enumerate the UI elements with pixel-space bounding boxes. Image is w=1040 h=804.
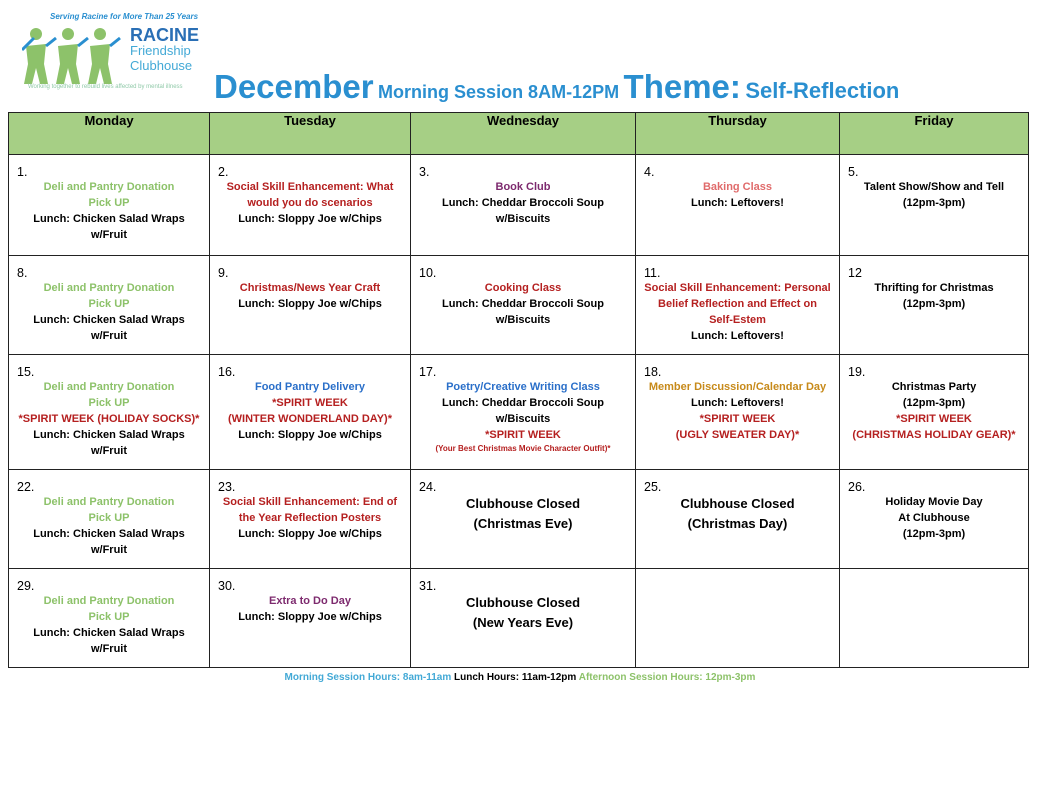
event-line: Self-Estem: [709, 314, 766, 326]
event-line: Thrifting for Christmas: [874, 282, 994, 294]
day-cell: [210, 256, 411, 355]
event-line: *SPIRIT WEEK (HOLIDAY SOCKS)*: [18, 413, 200, 425]
day-number: 4.: [644, 165, 655, 179]
day-number: [840, 569, 1028, 593]
day-number: 22.: [17, 480, 35, 494]
day-cell: [411, 470, 636, 569]
day-number: 8.: [17, 266, 28, 280]
week-row: [9, 470, 1029, 569]
day-cell: [840, 569, 1029, 668]
day-number: 11.: [644, 266, 661, 280]
event-line: Lunch: Leftovers!: [691, 330, 784, 342]
day-events: [210, 593, 410, 625]
event-line: (Christmas Day): [687, 516, 788, 531]
event-line: Cooking Class: [484, 282, 562, 294]
event-line: *SPIRIT WEEK: [272, 397, 348, 409]
weekday-header-row: [9, 113, 1029, 155]
logo-name-clubhouse: Clubhouse: [130, 58, 193, 73]
event-line: Clubhouse Closed: [680, 496, 795, 511]
day-cell: [636, 155, 840, 256]
logo-name-racine: RACINE: [130, 25, 200, 45]
title-theme-label: Theme:: [623, 68, 741, 105]
event-line: (New Years Eve): [472, 615, 574, 630]
event-line: w/Fruit: [90, 544, 128, 556]
weekday-header-thursday: Thursday: [636, 113, 840, 155]
day-events: [9, 593, 209, 657]
day-number: 19.: [848, 365, 866, 379]
day-events: [9, 280, 209, 344]
event-line: *SPIRIT WEEK: [699, 413, 776, 425]
day-cell: [840, 355, 1029, 470]
day-cell: [210, 355, 411, 470]
day-number: 10.: [419, 266, 437, 280]
calendar-title: [214, 68, 899, 106]
weekday-header-wednesday: Wednesday: [411, 113, 636, 155]
title-month: December: [214, 68, 374, 105]
day-cell: [411, 355, 636, 470]
day-number: 23.: [218, 480, 236, 494]
day-number: 25.: [644, 480, 662, 494]
event-line: Clubhouse Closed: [465, 496, 581, 511]
day-number: 18.: [644, 365, 662, 379]
event-line: Christmas Party: [891, 381, 977, 393]
event-line: Clubhouse Closed: [465, 595, 581, 610]
day-events: [411, 179, 635, 227]
day-events: [636, 494, 839, 534]
day-number: [636, 569, 839, 593]
event-line: (WINTER WONDERLAND DAY)*: [228, 413, 392, 425]
event-line: (Your Best Christmas Movie Character Outfit)*: [435, 444, 611, 453]
event-line: Deli and Pantry Donation: [43, 496, 175, 508]
event-line: (12pm-3pm): [902, 197, 966, 209]
event-line: Lunch: Leftovers!: [691, 197, 784, 209]
event-line: w/Fruit: [90, 445, 128, 457]
day-cell: [9, 155, 210, 256]
day-events: [210, 280, 410, 312]
event-line: Food Pantry Delivery: [254, 381, 366, 393]
weekday-header-monday: Monday: [9, 113, 210, 155]
day-number: 12: [848, 266, 862, 280]
event-line: Lunch: Chicken Salad Wraps: [33, 429, 185, 441]
event-line: w/Biscuits: [495, 213, 551, 225]
event-line: Baking Class: [702, 181, 773, 193]
event-line: At Clubhouse: [898, 512, 970, 524]
event-line: Lunch: Sloppy Joe w/Chips: [238, 611, 382, 623]
day-events: [9, 379, 209, 459]
day-events: [9, 179, 209, 243]
day-events: [636, 179, 839, 211]
logo-wordmark: [130, 25, 200, 73]
event-line: Social Skill Enhancement: What: [226, 181, 394, 193]
week-row: [9, 569, 1029, 668]
event-line: Lunch: Cheddar Broccoli Soup: [442, 197, 604, 209]
day-number: 15.: [17, 365, 35, 379]
day-events: [411, 379, 635, 454]
clubhouse-logo: [20, 12, 218, 94]
event-line: Social Skill Enhancement: Personal: [644, 282, 831, 294]
day-number: 17.: [419, 365, 437, 379]
session-hours-footer: [0, 672, 1040, 683]
day-cell: [636, 355, 840, 470]
event-line: Lunch: Chicken Salad Wraps: [33, 213, 185, 225]
day-number: 16.: [218, 365, 236, 379]
calendar-grid: [8, 112, 1029, 668]
day-number: 29.: [17, 579, 35, 593]
event-line: w/Fruit: [90, 643, 128, 655]
event-line: Lunch: Chicken Salad Wraps: [33, 528, 185, 540]
week-row: [9, 256, 1029, 355]
day-cell: [9, 569, 210, 668]
event-line: (UGLY SWEATER DAY)*: [675, 429, 800, 441]
day-number: 30.: [218, 579, 236, 593]
day-events: [636, 280, 839, 344]
event-line: the Year Reflection Posters: [238, 512, 382, 524]
day-number: 5.: [848, 165, 859, 179]
day-cell: [840, 470, 1029, 569]
event-line: Holiday Movie Day: [885, 496, 983, 508]
event-line: Book Club: [495, 181, 551, 193]
event-line: (12pm-3pm): [902, 298, 966, 310]
day-events: [411, 280, 635, 328]
event-line: Pick UP: [88, 397, 130, 409]
event-line: would you do scenarios: [247, 197, 373, 209]
day-cell: [9, 256, 210, 355]
event-line: w/Biscuits: [495, 314, 551, 326]
event-line: Christmas/News Year Craft: [239, 282, 381, 294]
event-line: (CHRISTMAS HOLIDAY GEAR)*: [852, 429, 1016, 441]
week-row: [9, 355, 1029, 470]
logo-footer-text: Working together to rebuild lives affected by mental illness: [28, 84, 183, 90]
footer-morning-hours: Morning Session Hours: 8am-11am: [284, 672, 452, 683]
day-cell: [411, 155, 636, 256]
day-events: [840, 379, 1028, 443]
event-line: Lunch: Cheddar Broccoli Soup: [442, 298, 604, 310]
day-events: [840, 494, 1028, 542]
day-events: [210, 494, 410, 542]
people-figures-icon: [22, 24, 142, 86]
event-line: Talent Show/Show and Tell: [863, 181, 1005, 193]
day-events: [9, 494, 209, 558]
event-line: Lunch: Leftovers!: [691, 397, 784, 409]
event-line: Pick UP: [88, 512, 130, 524]
event-line: Deli and Pantry Donation: [43, 381, 175, 393]
footer-afternoon-hours: Afternoon Session Hours: 12pm-3pm: [578, 672, 756, 683]
event-line: Member Discussion/Calendar Day: [648, 381, 827, 393]
event-line: Lunch: Chicken Salad Wraps: [33, 314, 185, 326]
event-line: Deli and Pantry Donation: [43, 282, 175, 294]
event-line: Lunch: Cheddar Broccoli Soup: [442, 397, 604, 409]
event-line: Pick UP: [88, 298, 130, 310]
day-events: [210, 179, 410, 227]
event-line: Extra to Do Day: [269, 595, 351, 607]
day-cell: [411, 569, 636, 668]
day-number: 26.: [848, 480, 866, 494]
day-cell: [9, 470, 210, 569]
day-cell: [636, 569, 840, 668]
title-theme: Self-Reflection: [745, 78, 900, 103]
day-cell: [840, 155, 1029, 256]
event-line: (12pm-3pm): [902, 528, 966, 540]
event-line: Belief Reflection and Effect on: [658, 298, 817, 310]
event-line: Pick UP: [88, 197, 130, 209]
event-line: Poetry/Creative Writing Class: [446, 381, 600, 393]
day-number: 31.: [419, 579, 437, 593]
title-session: Morning Session 8AM-12PM: [378, 82, 620, 102]
event-line: Deli and Pantry Donation: [43, 181, 175, 193]
day-events: [636, 379, 839, 443]
day-cell: [210, 569, 411, 668]
event-line: (12pm-3pm): [902, 397, 966, 409]
day-number: 9.: [218, 266, 229, 280]
event-line: Lunch: Sloppy Joe w/Chips: [238, 528, 382, 540]
logo-name-friendship: Friendship: [130, 43, 191, 58]
footer-lunch-hours: Lunch Hours: 11am-12pm: [454, 672, 577, 683]
event-line: Deli and Pantry Donation: [43, 595, 175, 607]
day-number: 2.: [218, 165, 229, 179]
event-line: Lunch: Sloppy Joe w/Chips: [238, 298, 382, 310]
day-number: 3.: [419, 165, 430, 179]
day-cell: [636, 256, 840, 355]
week-row: [9, 155, 1029, 256]
day-events: [840, 280, 1028, 312]
day-events: [210, 379, 410, 443]
day-number: 24.: [419, 480, 437, 494]
event-line: Lunch: Chicken Salad Wraps: [33, 627, 185, 639]
day-cell: [210, 470, 411, 569]
weekday-header-friday: Friday: [840, 113, 1029, 155]
day-cell: [840, 256, 1029, 355]
event-line: *SPIRIT WEEK: [896, 413, 972, 425]
event-line: *SPIRIT WEEK: [485, 429, 561, 441]
event-line: w/Biscuits: [495, 413, 551, 425]
day-events: [411, 593, 635, 633]
day-cell: [210, 155, 411, 256]
weekday-header-tuesday: Tuesday: [210, 113, 411, 155]
day-events: [840, 179, 1028, 211]
event-line: w/Fruit: [90, 330, 128, 342]
day-cell: [636, 470, 840, 569]
logo-tagline: Serving Racine for More Than 25 Years: [50, 12, 199, 21]
day-cell: [411, 256, 636, 355]
event-line: Pick UP: [88, 611, 130, 623]
event-line: Lunch: Sloppy Joe w/Chips: [238, 429, 382, 441]
day-number: 1.: [17, 165, 28, 179]
event-line: Lunch: Sloppy Joe w/Chips: [238, 213, 382, 225]
event-line: (Christmas Eve): [473, 516, 573, 531]
day-cell: [9, 355, 210, 470]
event-line: Social Skill Enhancement: End of: [222, 496, 398, 508]
day-events: [411, 494, 635, 534]
event-line: w/Fruit: [90, 229, 128, 241]
